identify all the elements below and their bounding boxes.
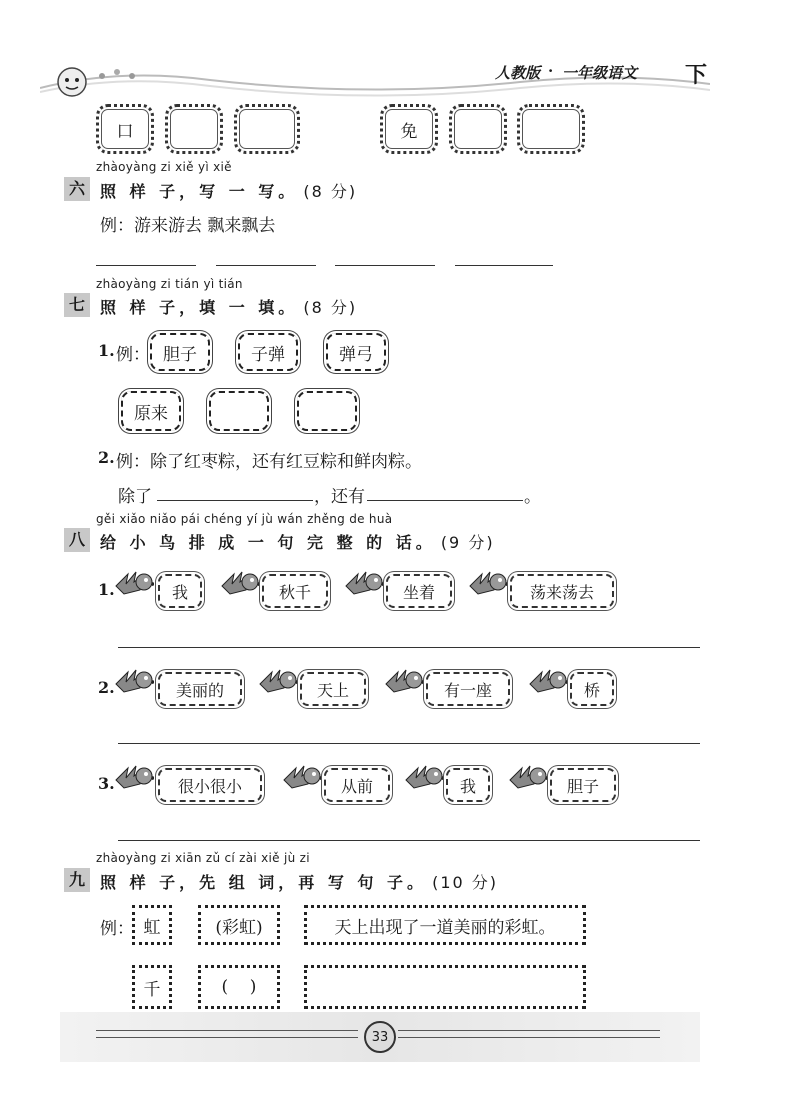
section7-q1-number: 1. — [98, 341, 115, 360]
section7-example-word-1: 胆子 — [150, 333, 210, 371]
section8-row1-word-3: 坐着 — [386, 574, 452, 608]
vine-box-2[interactable] — [165, 104, 223, 154]
section8-row3-answer-line[interactable] — [118, 840, 700, 841]
section6-answer-line-4[interactable] — [455, 265, 553, 266]
section7-q2-number: 2. — [98, 448, 115, 467]
section8-heading — [100, 530, 495, 553]
section7-answer-word-1: 原来 — [121, 391, 181, 431]
section6-heading — [100, 179, 357, 202]
cartoon-logo-icon — [42, 58, 152, 98]
vine-box-4: 免 — [380, 104, 438, 154]
section8-row1-word-4: 荡来荡去 — [510, 574, 614, 608]
section6-badge: 六 — [64, 177, 90, 201]
section7-q1-example-label: 例： — [116, 345, 150, 365]
section8-title: 给 小 鸟 排 成 一 句 完 整 的 话。 — [100, 533, 436, 552]
section9-example-label: 例： — [100, 919, 134, 939]
section9-title: 照 样 子，先 组 词，再 写 句 子。 — [100, 873, 427, 892]
header-volume: 下 — [685, 63, 708, 88]
footer-rule-right — [398, 1030, 660, 1038]
section8-row3-word-3: 我 — [446, 768, 490, 802]
bird-icon — [220, 566, 260, 600]
bird-icon — [404, 760, 444, 794]
bird-icon — [528, 664, 568, 698]
section6-title: 照 样 子，写 一 写。 — [100, 182, 299, 201]
section8-row2-word-2: 天上 — [300, 672, 366, 706]
section9-badge: 九 — [64, 868, 90, 892]
section9-example-sentence: 天上出现了一道美丽的彩虹。 — [304, 905, 586, 945]
footer-rule-left — [96, 1030, 358, 1038]
bird-icon — [344, 566, 384, 600]
bird-icon — [114, 664, 154, 698]
section7-title: 照 样 子，填 一 填。 — [100, 298, 299, 317]
section7-score: (8 分) — [303, 298, 358, 317]
bird-icon — [258, 664, 298, 698]
bird-icon — [282, 760, 322, 794]
section7-badge: 七 — [64, 293, 90, 317]
section7-q2-end: 。 — [524, 487, 541, 507]
section8-row3-word-1: 很小很小 — [158, 768, 262, 802]
section7-q2-prefix: 除了 — [118, 487, 152, 507]
section8-row2-word-1: 美丽的 — [158, 672, 242, 706]
section7-q2-blank-1[interactable] — [157, 500, 313, 501]
section8-row1-word-2: 秋千 — [262, 574, 328, 608]
section8-row1-word-1: 我 — [158, 574, 202, 608]
bird-icon — [114, 566, 154, 600]
section6-answer-line-3[interactable] — [335, 265, 435, 266]
header-grade-subject: 一年级语文 — [562, 64, 638, 82]
section7-answer-word-3[interactable] — [297, 391, 357, 431]
section8-row3-word-2: 从前 — [324, 768, 390, 802]
vine-box-5[interactable] — [449, 104, 507, 154]
bird-icon — [508, 760, 548, 794]
section8-pinyin: gěi xiǎo niǎo pái chéng yí jù wán zhěng de huà — [96, 512, 393, 526]
bird-icon — [468, 566, 508, 600]
section9-task-sentence[interactable] — [304, 965, 586, 1009]
section7-q2-mid: ，还有 — [314, 487, 365, 507]
section8-row3-number: 3. — [98, 774, 115, 793]
section9-score: (10 分) — [432, 873, 499, 892]
section8-score: (9 分) — [440, 533, 495, 552]
section9-pinyin: zhàoyàng zi xiān zǔ cí zài xiě jù zi — [96, 851, 310, 865]
section9-example-char: 虹 — [132, 905, 172, 945]
section7-heading — [100, 295, 357, 318]
header-dot: · — [548, 62, 554, 80]
section7-example-word-2: 子弹 — [238, 333, 298, 371]
section8-row1-answer-line[interactable] — [118, 647, 700, 648]
section6-answer-line-1[interactable] — [96, 265, 196, 266]
vine-box-1: 口 — [96, 104, 154, 154]
header-edition: 人教版 — [495, 64, 541, 82]
section6-score: (8 分) — [303, 182, 358, 201]
section9-heading — [100, 870, 498, 893]
section8-row2-answer-line[interactable] — [118, 743, 700, 744]
bird-icon — [384, 664, 424, 698]
header-banner — [40, 58, 710, 98]
section7-example-word-3: 弹弓 — [326, 333, 386, 371]
section6-answer-line-2[interactable] — [216, 265, 316, 266]
section7-q2-blank-2[interactable] — [367, 500, 523, 501]
section7-answer-word-2[interactable] — [209, 391, 269, 431]
vine-box-3[interactable] — [234, 104, 300, 154]
section7-q2-example: 例：除了红枣粽，还有红豆粽和鲜肉粽。 — [116, 452, 422, 472]
page-number: 33 — [364, 1021, 396, 1053]
section8-row1-number: 1. — [98, 580, 115, 599]
section8-row2-number: 2. — [98, 678, 115, 697]
vine-box-6[interactable] — [517, 104, 585, 154]
section9-example-word: (彩虹) — [198, 905, 280, 945]
section9-task-char: 千 — [132, 965, 172, 1009]
section8-row2-word-3: 有一座 — [426, 672, 510, 706]
bird-icon — [114, 760, 154, 794]
section7-pinyin: zhàoyàng zi tián yì tián — [96, 277, 243, 291]
section9-task-word[interactable]: ( ) — [198, 965, 280, 1009]
section8-badge: 八 — [64, 528, 90, 552]
section8-row2-word-4: 桥 — [570, 672, 614, 706]
section6-pinyin: zhàoyàng zi xiě yì xiě — [96, 160, 232, 174]
section8-row3-word-4: 胆子 — [550, 768, 616, 802]
section6-example: 例：游来游去 飘来飘去 — [100, 216, 276, 236]
